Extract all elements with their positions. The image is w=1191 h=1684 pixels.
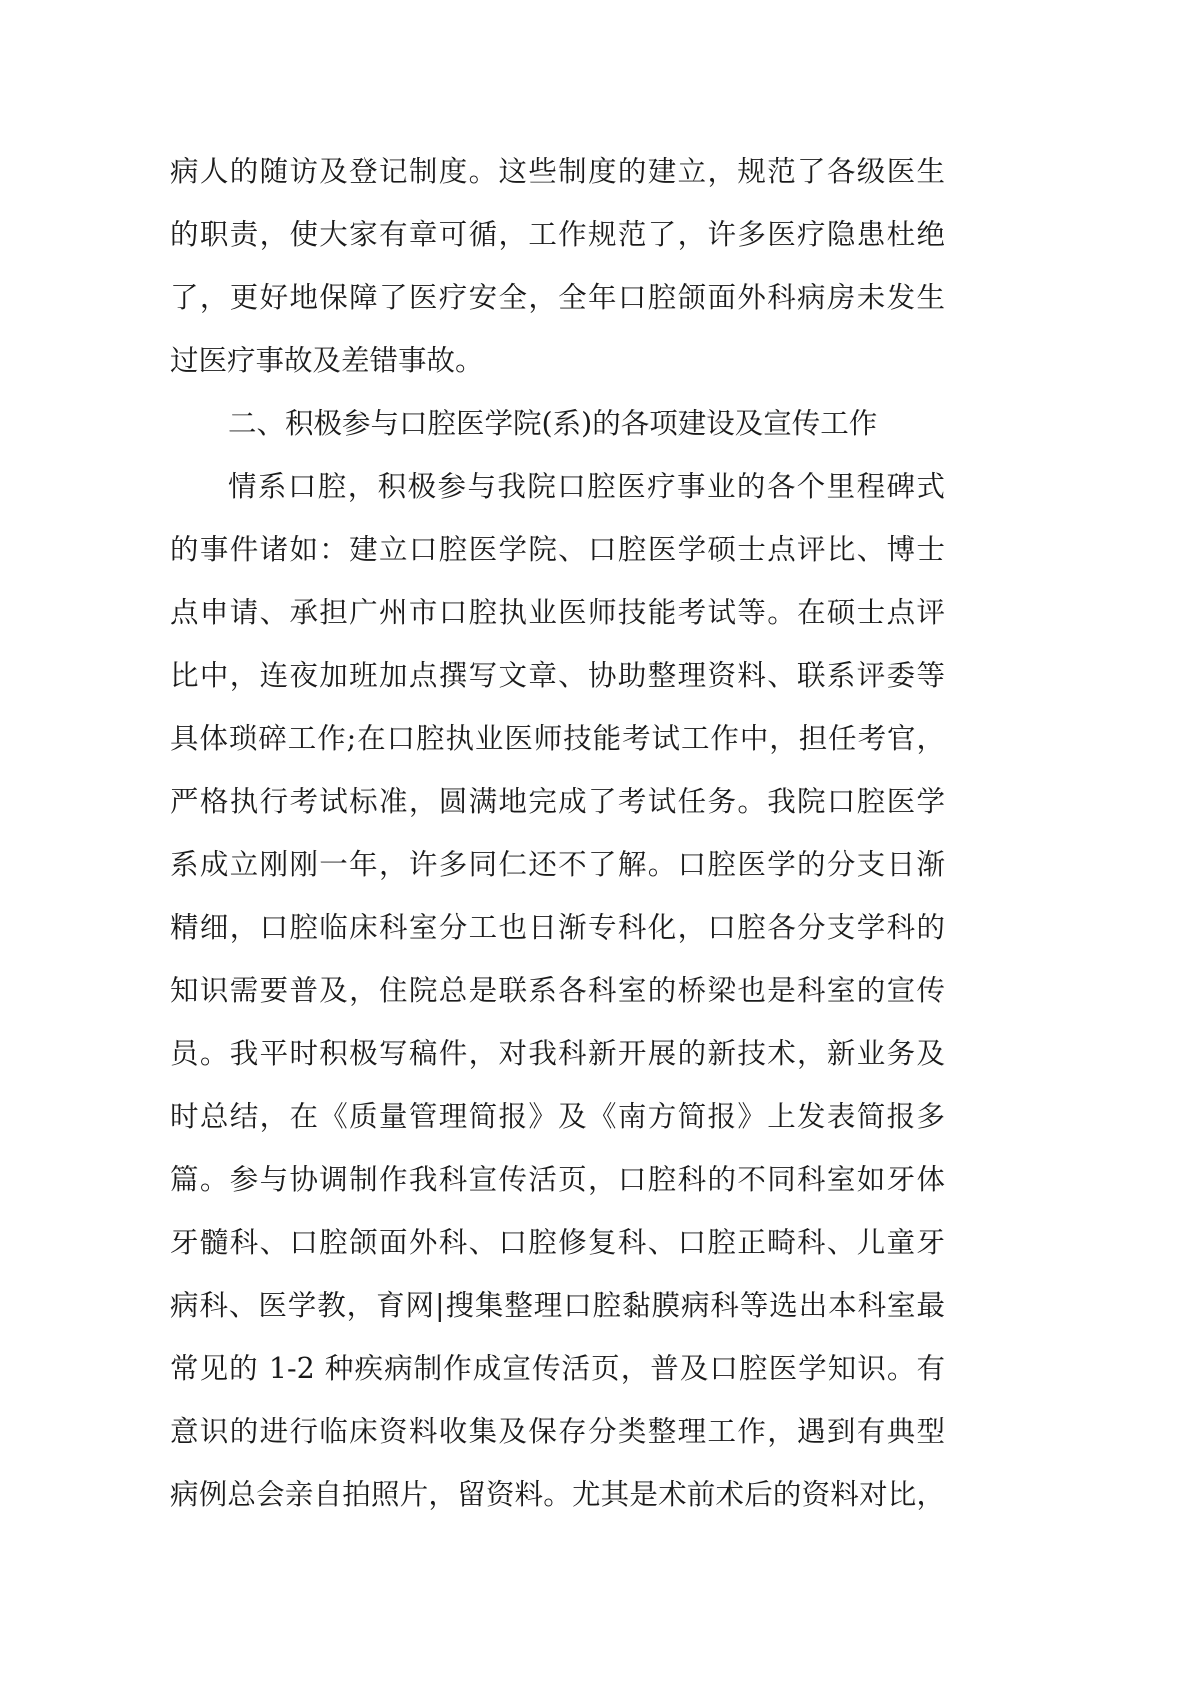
text-line: 意识的进行临床资料收集及保存分类整理工作，遇到有典型	[170, 1415, 945, 1448]
text-line: 常见的 1-2 种疾病制作成宣传活页，普及口腔医学知识。有	[170, 1352, 945, 1385]
text-line: 的事件诸如：建立口腔医学院、口腔医学硕士点评比、博士	[170, 533, 945, 566]
text-line: 牙髓科、口腔颌面外科、口腔修复科、口腔正畸科、儿童牙	[170, 1226, 945, 1259]
body-text	[170, 140, 945, 1526]
text-line: 篇。参与协调制作我科宣传活页，口腔科的不同科室如牙体	[170, 1163, 945, 1196]
text-line: 病人的随访及登记制度。这些制度的建立，规范了各级医生	[170, 155, 945, 188]
text-line: 严格执行考试标准，圆满地完成了考试任务。我院口腔医学	[170, 785, 945, 818]
paragraph-participation	[170, 455, 945, 1526]
text-line: 比中，连夜加班加点撰写文章、协助整理资料、联系评委等	[170, 659, 945, 692]
text-line: 点申请、承担广州市口腔执业医师技能考试等。在硕士点评	[170, 596, 945, 629]
paragraph-system-summary	[170, 140, 945, 392]
section-heading	[170, 392, 945, 455]
text-line: 系成立刚刚一年，许多同仁还不了解。口腔医学的分支日渐	[170, 848, 945, 881]
text-line: 病科、医学教，育网|搜集整理口腔黏膜病科等选出本科室最	[170, 1289, 945, 1322]
text-line: 过医疗事故及差错事故。	[170, 344, 484, 377]
text-line: 病例总会亲自拍照片，留资料。尤其是术前术后的资料对比，	[170, 1478, 945, 1511]
text-line: 知识需要普及，住院总是联系各科室的桥梁也是科室的宣传	[170, 974, 945, 1007]
section-heading-text: 二、积极参与口腔医学院(系)的各项建设及宣传工作	[228, 407, 878, 440]
text-line: 员。我平时积极写稿件，对我科新开展的新技术，新业务及	[170, 1037, 945, 1070]
text-line: 了，更好地保障了医疗安全，全年口腔颌面外科病房未发生	[170, 281, 945, 314]
text-line: 精细，口腔临床科室分工也日渐专科化，口腔各分支学科的	[170, 911, 945, 944]
text-line: 的职责，使大家有章可循，工作规范了，许多医疗隐患杜绝	[170, 218, 945, 251]
text-line: 情系口腔，积极参与我院口腔医疗事业的各个里程碑式	[228, 470, 945, 503]
text-line: 时总结，在《质量管理简报》及《南方简报》上发表简报多	[170, 1100, 945, 1133]
text-line: 具体琐碎工作;在口腔执业医师技能考试工作中，担任考官，	[170, 722, 945, 755]
